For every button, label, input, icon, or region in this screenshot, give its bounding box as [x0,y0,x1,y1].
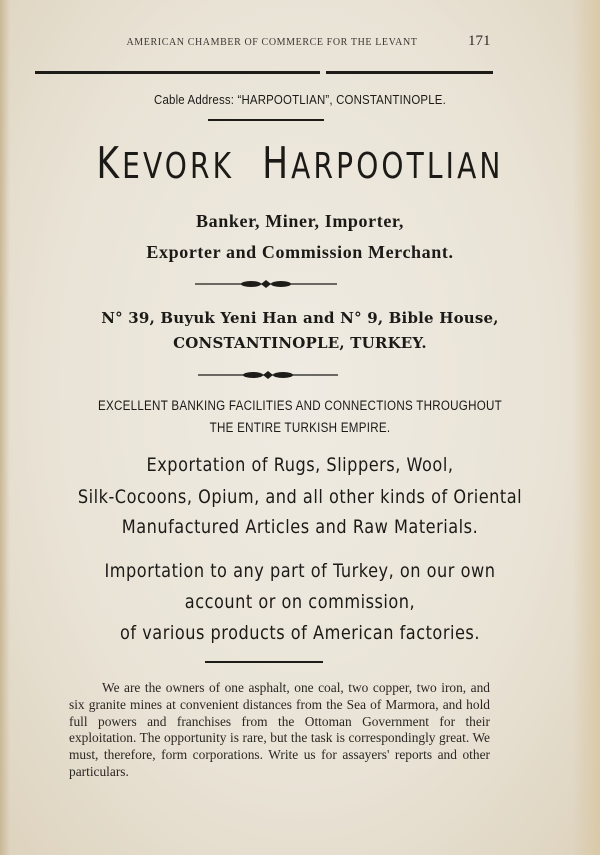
name-first-initial: K [96,138,123,189]
page-edge-left [0,0,10,855]
ornament-divider-icon [198,369,338,381]
company-name [82,138,519,189]
section-rule [205,661,323,663]
import-line-2: account or on commission, [184,591,416,613]
export-line-1: Exportation of Rugs, Slippers, Wool, [146,454,454,476]
banking-line-2: THE ENTIRE TURKISH EMPIRE. [209,420,391,435]
body-paragraph: We are the owners of one asphalt, one coal, two copper, two iron, and six granite mines at convenient distances from the Sea of Marmora, and hold full powers and franchises from the Ottoman Government for their exploitation. The opportunity is rare, but the task is correspondingly great. We must, therefore, form corporations. Write us for assayers' reports and other particulars. [69,680,490,779]
import-line-3: of various products of American factories. [119,622,481,644]
page-edge-right [572,0,600,855]
export-line-3: Manufactured Articles and Raw Materials. [121,516,479,538]
address-line-2: CONSTANTINOPLE, TURKEY. [173,334,427,352]
cable-rule [208,119,324,121]
address-line-1: N° 39, Buyuk Yeni Han and N° 9, Bible House, [101,309,499,327]
running-head: AMERICAN CHAMBER OF COMMERCE FOR THE LEVANT [126,37,418,48]
cable-address: Cable Address: “HARPOOTLIAN”, CONSTANTINOPLE. [154,92,446,107]
header-rule-left [35,71,320,74]
occupation-line-1: Banker, Miner, Importer, [196,211,404,231]
ornament-divider-icon [195,278,337,290]
page-number: 171 [468,33,491,49]
import-line-1: Importation to any part of Turkey, on our own [104,560,496,582]
name-last-rest: ARPOOTLIAN [291,146,504,187]
header-rule-right [326,71,493,74]
export-line-2: Silk-Cocoons, Opium, and all other kinds of Oriental [77,486,523,508]
name-last-initial: H [262,138,292,189]
occupation-line-2: Exporter and Commission Merchant. [146,242,454,262]
name-first-rest: EVORK [122,146,235,187]
banking-line-1: EXCELLENT BANKING FACILITIES AND CONNECTIONS THROUGHOUT [97,398,503,413]
